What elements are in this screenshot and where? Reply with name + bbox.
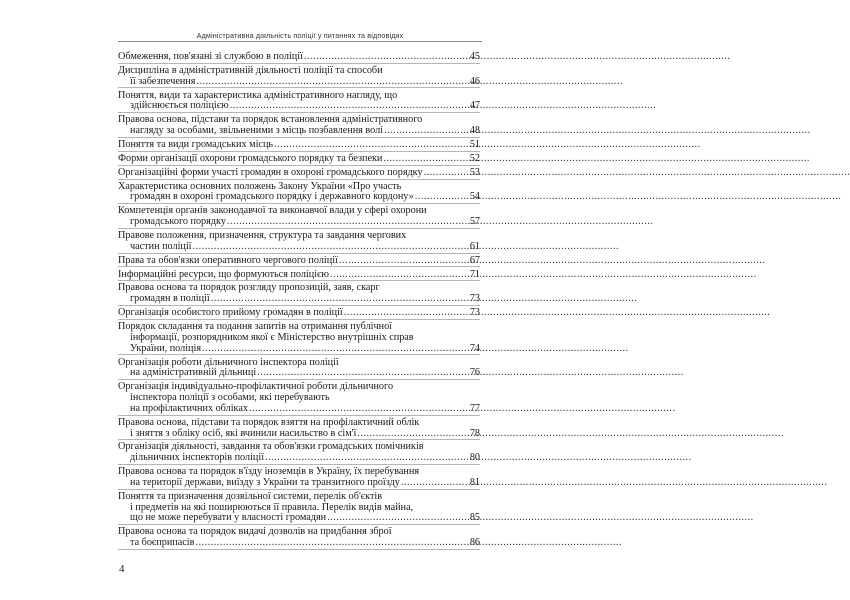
toc-entry-page: 54 <box>469 191 480 203</box>
toc-entry-title-line: Інформаційні ресурси, що формуються поліцією <box>118 268 330 280</box>
toc-entry-title-line: на території держави, виїзду з України та транзитного проїзду <box>130 476 400 488</box>
toc-entry <box>118 527 480 550</box>
toc-entry-title-line: інформації, розпорядником якої є Міністерство внутрішніх справ <box>130 331 414 343</box>
toc-entry <box>118 442 480 465</box>
dot-leader <box>339 256 766 267</box>
toc-entry-title-line: Поняття та види громадських місць <box>118 138 274 150</box>
toc-entry-title-line: Форми організації охорони громадського порядку та безпеки <box>118 152 383 164</box>
dot-leader <box>274 140 701 151</box>
toc-entry-title-line: громадян в поліції <box>130 293 210 305</box>
toc-entry-title-line: Правове положення, призначення, структура та завдання чергових <box>118 230 407 241</box>
toc-entry-title-line: Дисципліна в адміністративній діяльності поліції та способи <box>118 64 383 76</box>
toc-entry-page: 51 <box>469 138 480 150</box>
toc-entry-title-line: що не може перебувати у власності громадян <box>130 512 327 524</box>
toc-entry <box>118 231 480 254</box>
toc-entry-title-line: Права та обов'язки оперативного чергового поліції <box>118 254 338 266</box>
toc-entry-title-line: громадян в охороні громадського порядку і державного кордону» <box>130 191 414 203</box>
toc-entry-page: 53 <box>469 166 480 178</box>
toc-entry <box>118 91 480 114</box>
toc-entry-page: 80 <box>469 452 480 464</box>
dot-leader <box>384 126 811 137</box>
toc-entry-title-line: на профілактичних обліках <box>130 402 248 414</box>
toc-entry-title-line: Організація особистого прийому громадян в поліції <box>118 307 343 319</box>
toc-entry-title-line: та боєприпасів <box>130 537 195 549</box>
dot-leader <box>424 168 850 179</box>
toc-entry-title-line: Організація індивідуально-профілактичної роботи дільничного <box>118 381 394 393</box>
dot-leader <box>327 513 754 524</box>
toc-entry <box>118 206 480 229</box>
toc-entry-title-line: Порядок складання та подання запитів на отримання публічної <box>118 321 393 333</box>
dot-leader <box>230 101 657 112</box>
toc-entry-page: 48 <box>469 125 480 137</box>
toc-entry-page: 78 <box>469 427 480 439</box>
toc-entry-page: 73 <box>469 293 480 305</box>
dot-leader <box>383 154 810 165</box>
toc-entry-page: 77 <box>469 402 480 414</box>
toc-entry-title-line: Правова основа та порядок видачі дозволів на придбання зброї <box>118 526 392 538</box>
dot-leader <box>344 308 771 319</box>
toc-entry <box>118 140 480 152</box>
toc-entry-title-line: Правова основа, підстави та порядок взяття на профілактичний облік <box>118 416 420 428</box>
dot-leader <box>195 538 622 549</box>
toc-entry <box>118 182 480 205</box>
toc-entry-title-line: Характеристика основних положень Закону України «Про участь <box>118 180 402 192</box>
toc-entry-title-line: нагляду за особами, звільненими з місць позбавлення волі <box>130 125 384 137</box>
toc-entry <box>118 115 480 138</box>
toc-entry-title-line: Організація роботи дільничного інспектора поліції <box>118 356 339 368</box>
toc-entry <box>118 308 480 320</box>
running-head: Адміністративна діяльність поліції у питаннях та відповідях <box>196 31 404 40</box>
toc-entry-page: 52 <box>469 152 480 164</box>
toc-entry-title-line: України, поліція <box>130 342 202 354</box>
dot-leader <box>202 344 629 355</box>
toc-entry-title-line: дільничних інспекторів поліції <box>130 452 265 464</box>
toc-entry <box>118 168 480 180</box>
toc-entry <box>118 154 480 166</box>
header-rule <box>118 41 482 42</box>
dot-leader <box>227 217 654 228</box>
toc-entry-title-line: Організація діяльності, завдання та обов'язки громадських помічників <box>118 441 424 453</box>
toc-entry-page: 45 <box>469 51 480 62</box>
toc-entry-page: 67 <box>469 254 480 266</box>
toc-entry-title-line: на адміністративній дільниці <box>130 367 257 379</box>
toc-entry-page: 76 <box>469 367 480 379</box>
toc-entry <box>118 418 480 441</box>
toc-entry-title-line: Правова основа та порядок розгляду пропозицій, заяв, скарг <box>118 282 380 294</box>
toc-entry <box>118 270 480 282</box>
toc-entry-page: 57 <box>469 216 480 228</box>
page-number: 4 <box>119 563 125 575</box>
toc-entry-title-line: Поняття та призначення дозвільної системи, перелік об'єктів <box>118 490 383 502</box>
dot-leader <box>330 270 757 281</box>
toc-entry <box>118 358 480 381</box>
toc-entry-page: 46 <box>469 75 480 87</box>
toc-entry-page: 61 <box>469 240 480 252</box>
toc-entry-title-line: громадського порядку <box>130 216 226 228</box>
toc-entry-page: 85 <box>469 512 480 524</box>
toc-entry-page: 74 <box>469 342 480 354</box>
toc-entry-title-line: і зняття з обліку осіб, які вчинили насильство в сім'ї <box>130 427 357 439</box>
toc-entry-page: 73 <box>469 307 480 319</box>
dot-leader <box>193 242 620 253</box>
toc-entry <box>118 256 480 268</box>
toc-entry-page: 47 <box>469 100 480 112</box>
toc-entry-page: 86 <box>469 537 480 549</box>
toc-entry-title-line: Правова основа, підстави та порядок встановлення адміністративного <box>118 114 423 126</box>
toc-entry <box>118 492 480 525</box>
dot-leader <box>211 294 638 305</box>
toc-entry-title-line: і предметів на які поширюються її правила. Перелік видів майна, <box>130 501 414 513</box>
toc-entry-title-line: Правова основа та порядок в'їзду іноземців в Україну, їх перебування <box>118 466 420 478</box>
dot-leader <box>196 77 623 88</box>
dot-leader <box>304 52 731 63</box>
toc-entry <box>118 66 480 89</box>
toc-entry <box>118 52 480 64</box>
toc-entry <box>118 322 480 355</box>
toc-entry-title-line: інспектора поліції з особами, які перебувають <box>130 392 330 404</box>
toc-entry <box>118 283 480 306</box>
toc-entry-page: 81 <box>469 476 480 488</box>
toc-entry-title-line: Організаційні форми участі громадян в охороні громадського порядку <box>118 166 423 178</box>
toc-entry <box>118 382 480 415</box>
toc-entry-title-line: здійснюється поліцією <box>130 100 229 112</box>
toc-entry-title-line: її забезпечення <box>130 75 196 87</box>
toc-entry <box>118 467 480 490</box>
toc-entry-title-line: частин поліції <box>130 240 192 252</box>
dot-leader <box>357 429 784 440</box>
table-of-contents <box>118 52 480 552</box>
toc-entry-title-line: Компетенція органів законодавчої та виконавчої влади у сфері охорони <box>118 205 427 217</box>
toc-entry-title-line: Обмеження, пов'язані зі службою в поліції <box>118 51 303 62</box>
toc-entry-title-line: Поняття, види та характеристика адміністративного нагляду, що <box>118 89 398 101</box>
toc-entry-page: 71 <box>469 268 480 280</box>
